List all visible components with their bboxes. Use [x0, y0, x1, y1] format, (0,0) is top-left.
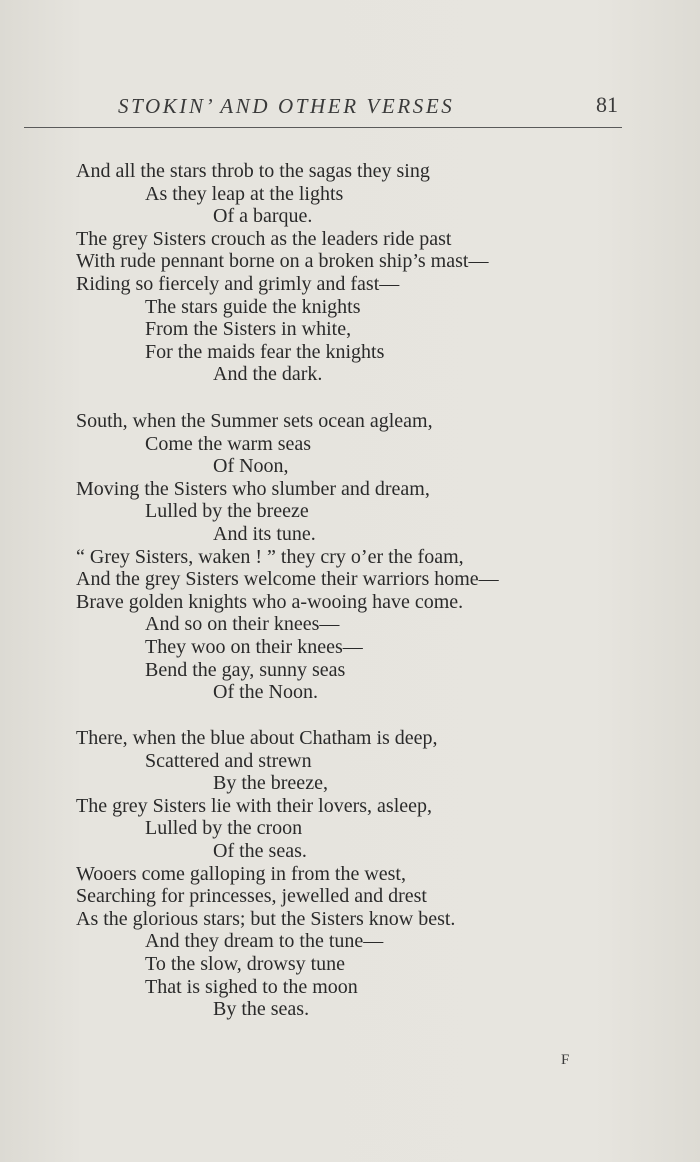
- running-head-title: STOKIN’ AND OTHER VERSES: [118, 94, 455, 118]
- poem-line: By the seas.: [213, 998, 310, 1021]
- poem-line: Of Noon,: [213, 455, 289, 478]
- poem-line: Riding so fiercely and grimly and fast—: [76, 272, 400, 295]
- poem-line: They woo on their knees—: [145, 635, 363, 658]
- poem-line: And the dark.: [213, 363, 323, 386]
- poem-line: Bend the gay, sunny seas: [145, 658, 346, 681]
- poem-line: From the Sisters in white,: [145, 318, 352, 341]
- poem-line: Of the Noon.: [213, 681, 318, 704]
- poem-line: The grey Sisters crouch as the leaders ride past: [76, 227, 452, 250]
- poem-line: There, when the blue about Chatham is deep,: [76, 727, 438, 749]
- poem-line: Searching for princesses, jewelled and drest: [76, 885, 427, 908]
- poem-line: That is sighed to the moon: [145, 975, 358, 998]
- poem-line: And so on their knees—: [145, 613, 340, 636]
- poem-line: As the glorious stars; but the Sisters know best.: [76, 907, 456, 930]
- poem-line: “ Grey Sisters, waken ! ” they cry o’er the foam,: [76, 545, 464, 568]
- poem-line: And they dream to the tune—: [145, 930, 384, 953]
- poem-line: Of a barque.: [213, 205, 313, 228]
- poem-line: Wooers come galloping in from the west,: [76, 862, 406, 885]
- poem-line: Brave golden knights who a-wooing have come.: [76, 590, 464, 613]
- poem-line: The stars guide the knights: [145, 295, 361, 318]
- header-rule: [24, 127, 622, 128]
- poem-line: As they leap at the lights: [145, 182, 344, 205]
- poem-line: Moving the Sisters who slumber and dream,: [76, 477, 430, 500]
- poem-line: Come the warm seas: [145, 432, 312, 455]
- running-head: [0, 90, 700, 124]
- poem-line: By the breeze,: [213, 772, 328, 795]
- signature-mark: F: [561, 1052, 570, 1068]
- poem-line: South, when the Summer sets ocean agleam,: [76, 410, 433, 432]
- poem-line: With rude pennant borne on a broken ship’s mast—: [76, 250, 489, 273]
- poem-line: Scattered and strewn: [145, 749, 312, 772]
- stanza-2: [0, 410, 700, 704]
- poem-line: Lulled by the breeze: [145, 500, 309, 523]
- poem-line: The grey Sisters lie with their lovers, asleep,: [76, 794, 433, 817]
- poem-line: And all the stars throb to the sagas they sing: [76, 160, 430, 182]
- poem-line: And its tune.: [213, 522, 316, 545]
- stanza-3: [0, 727, 700, 1021]
- page-number: 81: [596, 92, 618, 117]
- poem-line: And the grey Sisters welcome their warriors home—: [76, 568, 499, 591]
- poem-line: Of the seas.: [213, 839, 307, 862]
- poem-line: To the slow, drowsy tune: [145, 952, 346, 975]
- stanza-1: [0, 160, 700, 386]
- poem-line: For the maids fear the knights: [145, 340, 385, 363]
- poem-line: Lulled by the croon: [145, 817, 303, 840]
